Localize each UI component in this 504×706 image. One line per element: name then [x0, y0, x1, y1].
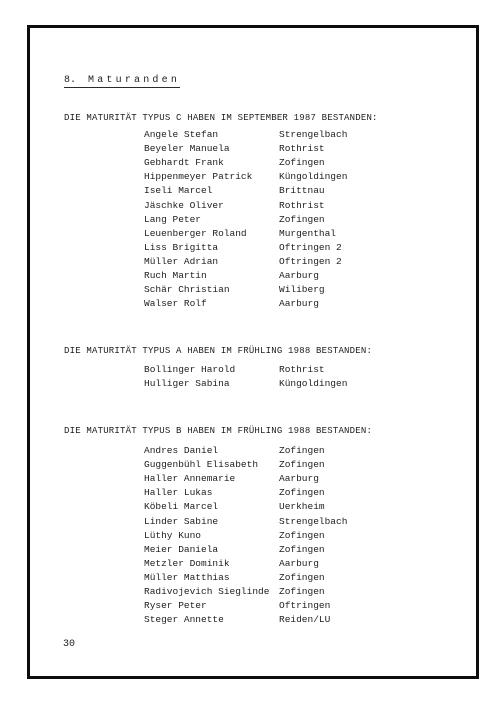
student-place: Oftringen	[279, 600, 331, 612]
student-name: Haller Lukas	[144, 487, 213, 499]
student-place: Rothrist	[279, 364, 325, 375]
section-number: 8.	[64, 75, 77, 86]
student-name: Lang Peter	[144, 213, 202, 225]
section-title-typus-b: DIE MATURITÄT TYPUS B HABEN IM FRÜHLING 1988 BESTANDEN:	[64, 426, 373, 436]
student-name: Hulliger Sabina	[144, 378, 230, 390]
student-place: Zofingen	[279, 543, 325, 555]
student-name: Müller Matthias	[144, 571, 230, 583]
student-place: Strengelbach	[279, 129, 348, 140]
student-name: Köbeli Marcel	[144, 501, 219, 513]
student-place: Oftringen 2	[279, 255, 342, 267]
student-name: Angele Stefan	[144, 129, 219, 140]
student-name: Guggenbühl Elisabeth	[144, 459, 259, 471]
student-place: Oftringen 2	[279, 241, 342, 253]
student-place: Uerkheim	[279, 501, 325, 513]
student-place: Zofingen	[279, 213, 325, 225]
student-place: Küngoldingen	[279, 171, 348, 183]
student-place: Aarburg	[279, 270, 319, 281]
student-name: Walser Rolf	[144, 298, 207, 310]
student-name: Müller Adrian	[144, 255, 219, 267]
student-place: Zofingen	[279, 487, 325, 499]
student-name: Jäschke Oliver	[144, 199, 224, 211]
student-name: Schär Christian	[144, 284, 230, 296]
student-place: Brittnau	[279, 185, 325, 197]
student-place: Zofingen	[279, 529, 325, 541]
student-name: Metzler Dominik	[144, 557, 230, 569]
student-name: Hippenmeyer Patrick	[144, 171, 253, 183]
student-place: Wiliberg	[279, 284, 325, 296]
student-name: Haller Annemarie	[144, 473, 236, 485]
student-place: Rothrist	[279, 199, 325, 211]
student-name: Lüthy Kuno	[144, 529, 202, 541]
student-name: Steger Annette	[144, 614, 224, 626]
student-place: Küngoldingen	[279, 378, 348, 390]
section-title: Maturanden	[88, 75, 181, 86]
student-place: Aarburg	[279, 473, 319, 485]
student-name: Beyeler Manuela	[144, 143, 230, 155]
student-place: Zofingen	[279, 586, 325, 597]
student-place: Aarburg	[279, 557, 319, 569]
student-place: Zofingen	[279, 157, 325, 169]
student-place: Zofingen	[279, 459, 325, 471]
student-name: Bollinger Harold	[144, 364, 236, 375]
student-name: Ruch Martin	[144, 270, 207, 281]
student-place: Reiden/LU	[279, 614, 331, 626]
student-name: Ryser Peter	[144, 600, 207, 612]
student-place: Strengelbach	[279, 515, 348, 527]
page-frame	[27, 25, 479, 679]
student-name: Leuenberger Roland	[144, 227, 247, 239]
student-name: Linder Sabine	[144, 515, 219, 527]
student-place: Murgenthal	[279, 227, 337, 239]
student-place: Rothrist	[279, 143, 325, 155]
student-name: Liss Brigitta	[144, 241, 219, 253]
student-place: Zofingen	[279, 445, 325, 456]
section-title-typus-c: DIE MATURITÄT TYPUS C HABEN IM SEPTEMBER 1987 BESTANDEN:	[64, 113, 378, 123]
student-place: Aarburg	[279, 298, 319, 310]
student-name: Andres Daniel	[144, 445, 219, 456]
student-name: Meier Daniela	[144, 543, 219, 555]
page-number: 30	[63, 639, 76, 650]
section-heading	[64, 75, 180, 88]
section-title-typus-a: DIE MATURITÄT TYPUS A HABEN IM FRÜHLING 1988 BESTANDEN:	[64, 346, 373, 356]
student-name: Gebhardt Frank	[144, 157, 224, 169]
student-name: Iseli Marcel	[144, 185, 213, 197]
student-place: Zofingen	[279, 571, 325, 583]
student-name: Radivojevich Sieglinde	[144, 586, 270, 597]
